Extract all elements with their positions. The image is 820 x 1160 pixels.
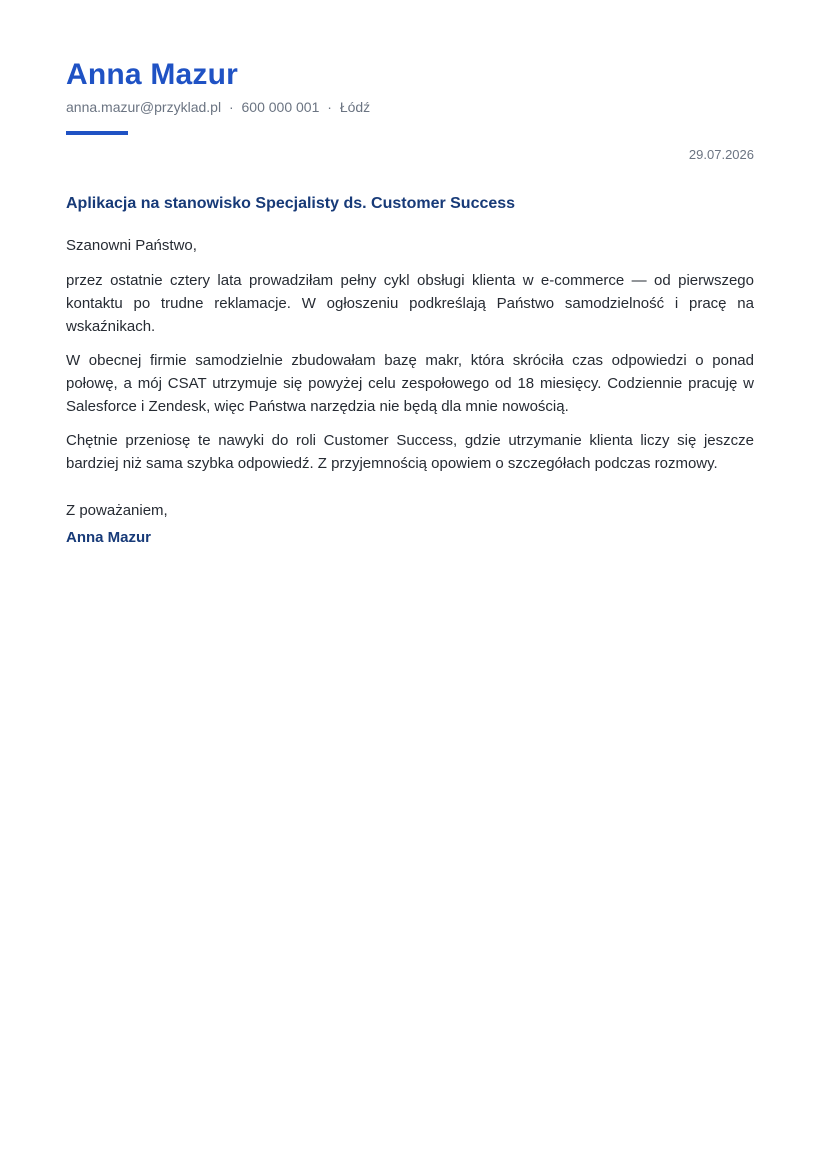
email-text: anna.mazur@przyklad.pl [66, 99, 222, 115]
salutation: Szanowni Państwo, [66, 237, 197, 254]
contact-line [66, 97, 370, 117]
phone-text: 600 000 001 [241, 99, 320, 115]
body-paragraph-1: przez ostatnie cztery lata prowadziłam pełny cykl obsługi klienta w e-commerce — od pierwszego kontaktu po trudne reklamacje. W ogłoszeniu podkreślają Państwo samodzielność i pracę na wskaźnikach. [66, 272, 754, 335]
letter-body [66, 234, 754, 549]
accent-divider [66, 131, 128, 135]
letter-date: 29.07.2026 [688, 147, 754, 162]
applicant-name: Anna Mazur [66, 58, 239, 91]
contact-separator: · [228, 99, 234, 115]
body-paragraph-2: W obecnej firmie samodzielnie zbudowałam bazę makr, która skróciła czas odpowiedzi o ponad połowę, a mój CSAT utrzymuje się powyżej celu zespołowego od 18 miesięcy. Codziennie pracuję w Salesforce i Zendesk, więc Państwa narzędzia nie będą dla mnie nowością. [66, 352, 754, 415]
city-text: Łódź [339, 99, 371, 115]
letter-subject: Aplikacja na stanowisko Specjalisty ds. Customer Success [66, 195, 516, 212]
contact-separator: · [327, 99, 332, 115]
closing-phrase: Z poważaniem, [66, 502, 168, 519]
body-paragraph-3: Chętnie przeniosę te nawyki do roli Customer Success, gdzie utrzymanie klienta liczy się jeszcze bardziej niż sama szybka odpowiedź. Z przyjemnością opowiem o szczegółach podczas rozmowy. [66, 432, 754, 472]
signature: Anna Mazur [66, 529, 152, 546]
